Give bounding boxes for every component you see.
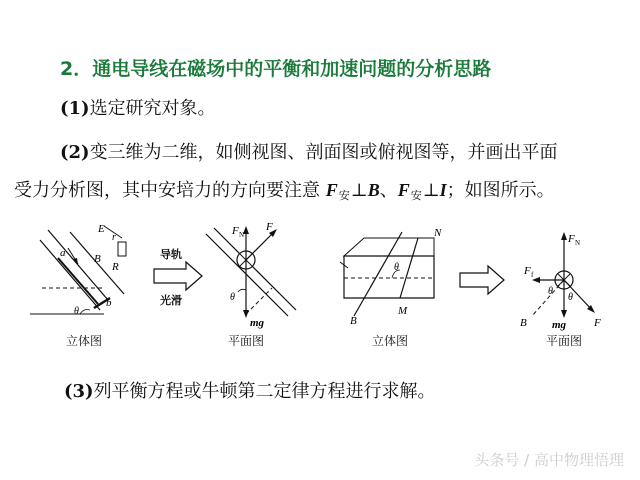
formula-B: B xyxy=(367,180,380,200)
formula-perp-2: ⊥ xyxy=(422,180,440,201)
fig4-label-FN: F xyxy=(568,233,575,245)
step-2-text-1: 变三维为二维，如侧视图、剖面图或俯视图等，并画出平面 xyxy=(89,142,558,163)
figure-1-caption: 立体图 xyxy=(66,334,103,348)
watermark: 头条号 / 高中物理悟理 xyxy=(474,451,624,469)
figure-3-3d-view xyxy=(334,224,452,328)
fig1-label-R: R xyxy=(112,261,119,273)
fig1-label-r: r xyxy=(112,232,116,243)
fig2-label-theta: θ xyxy=(230,292,235,303)
section-heading: 2．通电导线在磁场中的平衡和加速问题的分析思路 xyxy=(60,58,492,80)
fig3-label-N: N xyxy=(434,227,442,239)
fig2-label-FN-sub: N xyxy=(239,231,245,239)
figure-1-3d-view xyxy=(28,218,138,328)
formula-I: I xyxy=(439,180,447,200)
fig3-label-M: M xyxy=(398,305,408,317)
step-1-number: (1) xyxy=(60,98,90,119)
fig2-label-FN: F xyxy=(232,225,239,237)
formula-perp-1: ⊥ xyxy=(350,180,368,201)
figure-4-force-diagram xyxy=(508,224,620,332)
formula-F2: F xyxy=(397,180,410,200)
arrow-2 xyxy=(458,262,508,298)
fig4-label-Ff: F xyxy=(524,265,531,277)
formula-sub-1: 安 xyxy=(338,189,350,202)
step-2-text-end: ；如图所示。 xyxy=(446,180,555,201)
formula-F1: F xyxy=(325,180,338,200)
fig1-label-E: E xyxy=(98,223,105,235)
formula-sub-2: 安 xyxy=(410,189,422,202)
fig4-label-mg: mg xyxy=(552,319,567,331)
step-1-text: 选定研究对象。 xyxy=(89,98,216,119)
fig4-label-B: B xyxy=(520,317,527,329)
fig4-label-theta-1: θ xyxy=(548,286,553,297)
step-3-text: 列平衡方程或牛顿第二定律方程进行求解。 xyxy=(93,381,436,402)
fig3-label-B: B xyxy=(350,315,357,327)
formula-separator: 、 xyxy=(379,180,398,201)
figure-2-caption: 平面图 xyxy=(228,334,265,348)
step-3-number: (3) xyxy=(64,381,94,402)
arrow-1-bottom-label: 光滑 xyxy=(160,294,182,307)
fig1-label-theta: θ xyxy=(74,306,79,317)
figure-2-force-diagram xyxy=(204,214,314,330)
fig4-label-theta-2: θ xyxy=(568,292,573,303)
step-2-text-2: 受力分析图，其中安培力的方向要注意 xyxy=(14,180,320,201)
step-2-number: (2) xyxy=(60,142,90,163)
fig1-label-B: B xyxy=(94,253,101,265)
step-1 xyxy=(60,94,216,120)
fig1-label-b: b xyxy=(106,297,112,309)
step-2-line-2 xyxy=(14,176,555,202)
step-2-line-1 xyxy=(60,138,558,164)
fig1-label-a: a xyxy=(60,247,66,259)
fig4-label-F: F xyxy=(594,317,601,329)
arrow-1-top-label: 导轨 xyxy=(160,248,182,261)
fig4-label-FN-sub: N xyxy=(575,239,581,247)
arrow-1 xyxy=(152,256,206,296)
figure-4-caption: 平面图 xyxy=(546,334,583,348)
fig3-label-theta: θ xyxy=(394,262,399,273)
fig2-label-F: F xyxy=(266,221,273,233)
step-3 xyxy=(64,377,436,403)
figure-3-caption: 立体图 xyxy=(372,334,409,348)
fig2-label-mg: mg xyxy=(250,317,265,329)
fig4-label-Ff-sub: f xyxy=(531,271,534,279)
